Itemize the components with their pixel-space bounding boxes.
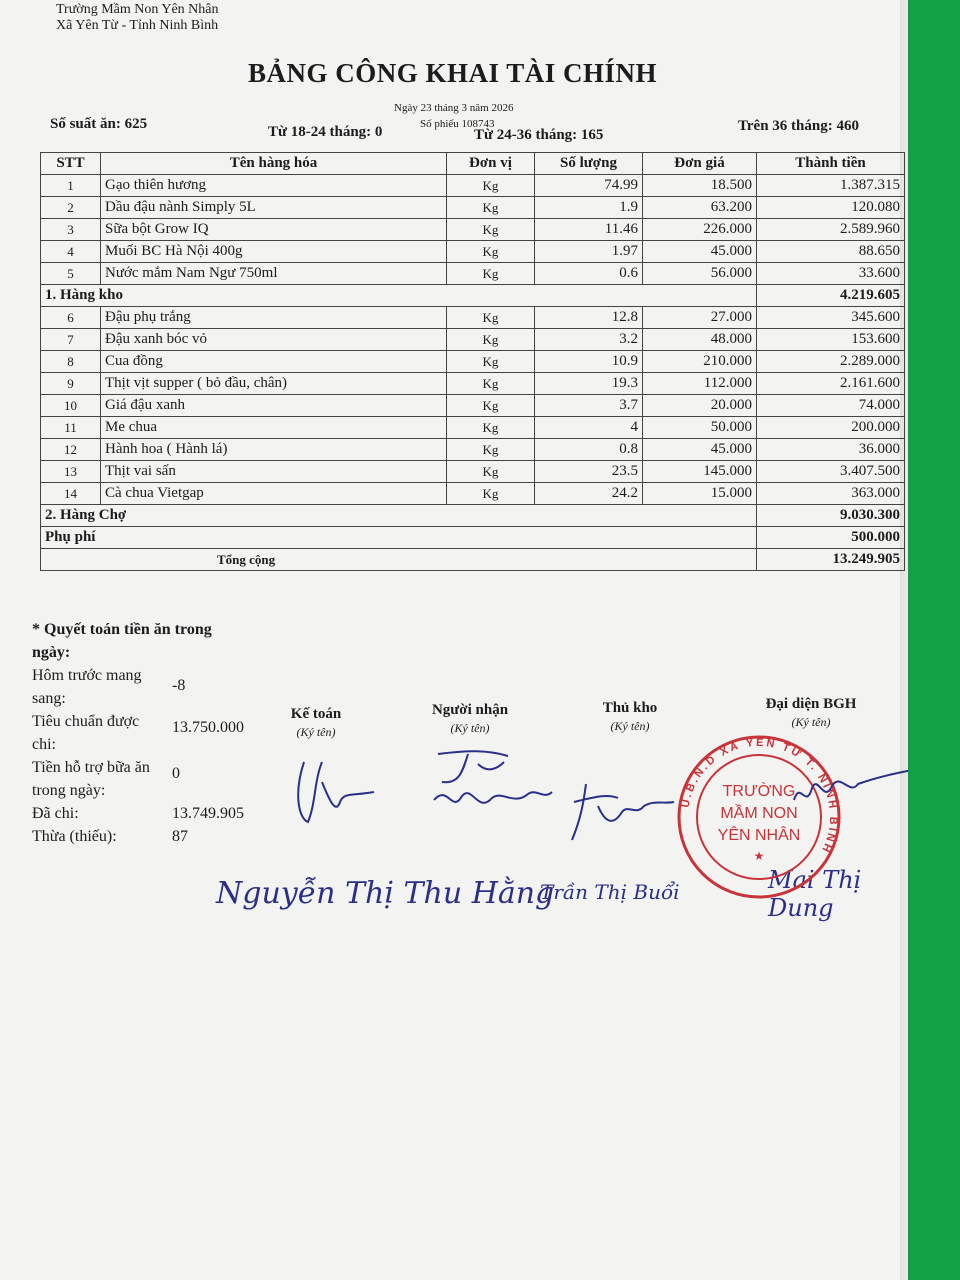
storekeeper-signature-scribble	[568, 776, 678, 846]
row-name: Sữa bột Grow IQ	[101, 219, 447, 241]
fee-total: 500.000	[757, 527, 905, 549]
row-price: 48.000	[643, 329, 757, 351]
group2-rows	[41, 307, 905, 505]
group1-label: 1. Hàng kho	[41, 285, 757, 307]
row-name: Muối BC Hà Nội 400g	[101, 241, 447, 263]
table-row	[41, 483, 905, 505]
row-qty: 12.8	[535, 307, 643, 329]
accountant-signature-scribble	[286, 752, 376, 832]
table-row	[41, 241, 905, 263]
receiver-note: (Ký tên)	[450, 721, 490, 735]
row-qty: 1.97	[535, 241, 643, 263]
signature-storekeeper	[580, 700, 680, 734]
settlement-section	[32, 618, 292, 848]
table-header-row	[41, 153, 905, 175]
signature-accountant	[266, 706, 366, 740]
row-unit: Kg	[447, 175, 535, 197]
table-row	[41, 439, 905, 461]
row-name: Hành hoa ( Hành lá)	[101, 439, 447, 461]
group2-label: 2. Hàng Chợ	[41, 505, 757, 527]
row-qty: 4	[535, 417, 643, 439]
row-unit: Kg	[447, 439, 535, 461]
row-stt: 8	[41, 351, 101, 373]
balance-label: Thừa (thiếu):	[32, 828, 117, 845]
row-stt: 14	[41, 483, 101, 505]
row-name: Giá đậu xanh	[101, 395, 447, 417]
group2-total: 9.030.300	[757, 505, 905, 527]
row-total: 33.600	[757, 263, 905, 285]
storekeeper-role: Thủ kho	[602, 700, 658, 716]
meal-count: Số suất ăn: 625	[50, 116, 148, 132]
row-total: 363.000	[757, 483, 905, 505]
row-unit: Kg	[447, 483, 535, 505]
row-total: 88.650	[757, 241, 905, 263]
fee-label: Phụ phí	[41, 527, 757, 549]
row-unit: Kg	[447, 219, 535, 241]
accountant-note: (Ký tên)	[296, 725, 336, 739]
col-qty: Số lượng	[535, 153, 643, 175]
table-row	[41, 219, 905, 241]
row-price: 210.000	[643, 351, 757, 373]
row-stt: 13	[41, 461, 101, 483]
fee-row	[41, 527, 905, 549]
row-unit: Kg	[447, 197, 535, 219]
row-qty: 24.2	[535, 483, 643, 505]
support-label: Tiền hỗ trợ bữa ăn trong ngày:	[32, 759, 150, 799]
row-qty: 3.7	[535, 395, 643, 417]
col-price: Đơn giá	[643, 153, 757, 175]
row-name: Gạo thiên hương	[101, 175, 447, 197]
row-total: 3.407.500	[757, 461, 905, 483]
row-stt: 7	[41, 329, 101, 351]
row-qty: 74.99	[535, 175, 643, 197]
row-qty: 3.2	[535, 329, 643, 351]
row-total: 120.080	[757, 197, 905, 219]
row-name: Me chua	[101, 417, 447, 439]
table-row	[41, 461, 905, 483]
grand-total-label: Tổng cộng	[41, 549, 757, 571]
stamp-ring-text: U.B.N.D XÃ YÊN TỪ T. NINH BÌNH	[679, 736, 840, 856]
row-name: Cua đồng	[101, 351, 447, 373]
group1-total: 4.219.605	[757, 285, 905, 307]
row-unit: Kg	[447, 417, 535, 439]
standard-label: Tiêu chuẩn được chi:	[32, 713, 140, 753]
row-qty: 23.5	[535, 461, 643, 483]
row-unit: Kg	[447, 373, 535, 395]
document-title: BẢNG CÔNG KHAI TÀI CHÍNH	[248, 58, 658, 88]
row-price: 45.000	[643, 439, 757, 461]
group1-rows	[41, 175, 905, 285]
row-total: 1.387.315	[757, 175, 905, 197]
settlement-spent	[32, 802, 292, 825]
signature-receiver	[410, 702, 530, 736]
table-row	[41, 373, 905, 395]
school-name: Trường Mầm Non Yên Nhân	[56, 2, 219, 17]
settlement-support	[32, 756, 167, 802]
receiver-signature-scribble	[428, 744, 558, 824]
spent-value: 13.749.905	[172, 805, 244, 822]
row-qty: 19.3	[535, 373, 643, 395]
row-price: 45.000	[643, 241, 757, 263]
row-name: Đậu xanh bóc vỏ	[101, 329, 447, 351]
row-price: 20.000	[643, 395, 757, 417]
spent-label: Đã chi:	[32, 805, 79, 822]
row-stt: 12	[41, 439, 101, 461]
row-price: 112.000	[643, 373, 757, 395]
row-unit: Kg	[447, 263, 535, 285]
row-price: 18.500	[643, 175, 757, 197]
grand-total-row	[41, 549, 905, 571]
row-name: Thịt vịt supper ( bỏ đầu, chân)	[101, 373, 447, 395]
row-name: Thịt vai sấn	[101, 461, 447, 483]
table-row	[41, 307, 905, 329]
school-address: Xã Yên Từ - Tỉnh Ninh Bình	[56, 18, 219, 33]
row-stt: 11	[41, 417, 101, 439]
row-stt: 10	[41, 395, 101, 417]
col-unit: Đơn vị	[447, 153, 535, 175]
row-price: 226.000	[643, 219, 757, 241]
group1-summary-row	[41, 285, 905, 307]
row-total: 2.161.600	[757, 373, 905, 395]
row-stt: 2	[41, 197, 101, 219]
row-price: 63.200	[643, 197, 757, 219]
stamp-line3: YÊN NHÂN	[717, 827, 801, 844]
table-row	[41, 329, 905, 351]
row-stt: 6	[41, 307, 101, 329]
table-row	[41, 175, 905, 197]
stamp-star-icon: ★	[753, 849, 765, 863]
row-unit: Kg	[447, 461, 535, 483]
board-note: (Ký tên)	[791, 715, 831, 729]
row-unit: Kg	[447, 307, 535, 329]
table-row	[41, 417, 905, 439]
stamp-line2: MẦM NON	[720, 805, 798, 822]
row-stt: 3	[41, 219, 101, 241]
col-stt: STT	[41, 153, 101, 175]
table-row	[41, 395, 905, 417]
row-name: Đậu phụ trắng	[101, 307, 447, 329]
standard-value: 13.750.000	[172, 719, 244, 736]
row-unit: Kg	[447, 395, 535, 417]
settlement-prev	[32, 664, 167, 710]
settlement-standard	[32, 710, 167, 756]
balance-value: 87	[172, 828, 188, 845]
paper-edge-shadow	[900, 0, 914, 1280]
settlement-heading: * Quyết toán tiền ăn trong ngày:	[32, 621, 212, 661]
row-name: Cà chua Vietgap	[101, 483, 447, 505]
age-18-24: Từ 18-24 tháng: 0	[268, 124, 383, 140]
row-price: 56.000	[643, 263, 757, 285]
board-handwritten-name: Mai Thị Dung	[768, 866, 862, 922]
row-stt: 5	[41, 263, 101, 285]
row-price: 15.000	[643, 483, 757, 505]
support-value: 0	[172, 765, 180, 782]
row-qty: 1.9	[535, 197, 643, 219]
school-header	[56, 2, 219, 34]
age-36-plus: Trên 36 tháng: 460	[738, 118, 859, 134]
col-name: Tên hàng hóa	[101, 153, 447, 175]
finance-table	[40, 152, 905, 571]
row-name: Nước mắm Nam Ngư 750ml	[101, 263, 447, 285]
row-total: 74.000	[757, 395, 905, 417]
storekeeper-note: (Ký tên)	[610, 719, 650, 733]
row-total: 200.000	[757, 417, 905, 439]
row-stt: 4	[41, 241, 101, 263]
row-unit: Kg	[447, 329, 535, 351]
table-row	[41, 197, 905, 219]
prev-value: -8	[172, 677, 186, 694]
row-total: 153.600	[757, 329, 905, 351]
grand-total-value: 13.249.905	[757, 549, 905, 571]
row-stt: 9	[41, 373, 101, 395]
table-row	[41, 351, 905, 373]
row-stt: 1	[41, 175, 101, 197]
settlement-balance	[32, 825, 292, 848]
receiver-role: Người nhận	[431, 702, 509, 718]
row-unit: Kg	[447, 241, 535, 263]
row-price: 145.000	[643, 461, 757, 483]
table-row	[41, 263, 905, 285]
row-qty: 0.6	[535, 263, 643, 285]
storekeeper-handwritten-name: Trần Thị Buổi	[540, 880, 680, 904]
col-total: Thành tiền	[757, 153, 905, 175]
row-price: 50.000	[643, 417, 757, 439]
board-signature-scribble	[790, 760, 908, 820]
document-date: Ngày 23 tháng 3 năm 2026	[394, 102, 514, 114]
row-name: Dầu đậu nành Simply 5L	[101, 197, 447, 219]
row-total: 36.000	[757, 439, 905, 461]
ticket-number: Số phiếu 108743	[420, 118, 495, 130]
signature-board	[746, 696, 876, 730]
accountant-handwritten-name: Nguyễn Thị Thu Hằng	[216, 876, 555, 911]
row-qty: 10.9	[535, 351, 643, 373]
group2-summary-row	[41, 505, 905, 527]
stamp-line1: TRƯỜNG	[722, 783, 796, 800]
row-total: 2.289.000	[757, 351, 905, 373]
prev-label: Hôm trước mang sang:	[32, 667, 142, 707]
age-24-36: Từ 24-36 tháng: 165	[474, 127, 604, 143]
board-role: Đại diện BGH	[765, 696, 857, 712]
accountant-role: Kế toán	[290, 706, 342, 722]
row-qty: 11.46	[535, 219, 643, 241]
row-unit: Kg	[447, 351, 535, 373]
row-total: 2.589.960	[757, 219, 905, 241]
row-qty: 0.8	[535, 439, 643, 461]
row-price: 27.000	[643, 307, 757, 329]
row-total: 345.600	[757, 307, 905, 329]
